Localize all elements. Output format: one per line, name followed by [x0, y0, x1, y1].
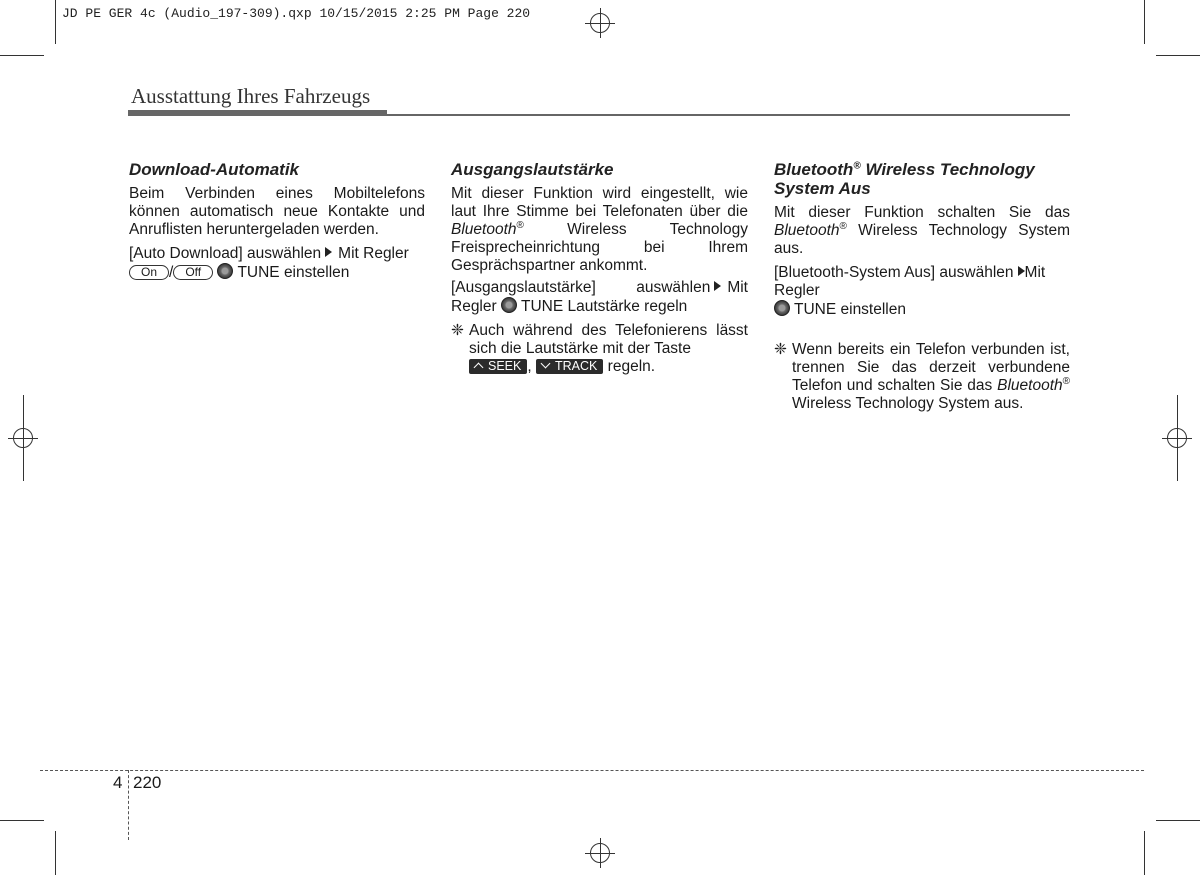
heading-bluetooth-off	[774, 160, 1070, 198]
instruction	[451, 279, 748, 316]
column-output-volume	[451, 160, 748, 376]
arrow-right-icon	[714, 281, 721, 291]
registered-mark: ®	[853, 160, 861, 172]
comma: ,	[527, 358, 532, 375]
paragraph	[451, 185, 748, 275]
arrow-right-icon	[1018, 266, 1025, 276]
note-symbol-icon: ❈	[451, 322, 464, 339]
track-label: TRACK	[554, 359, 598, 373]
registered-mark: ®	[839, 220, 847, 232]
crop-mark	[0, 55, 44, 56]
crop-mark	[0, 820, 44, 821]
bluetooth-text: Bluetooth	[997, 377, 1063, 394]
instruction	[129, 245, 425, 282]
on-button: On	[129, 265, 169, 280]
registered-mark: ®	[516, 219, 524, 231]
chevron-up-icon	[474, 363, 484, 373]
crop-mark	[23, 395, 24, 481]
footer-divider	[128, 770, 129, 840]
note	[451, 322, 748, 376]
instruction-text: TUNE einstellen	[237, 264, 350, 281]
crop-mark	[1177, 395, 1178, 481]
paragraph: Beim Verbinden eines Mobiltelefons können automatisch neue Kontakte und Anruflisten heruntergeladen werden.	[129, 185, 425, 238]
crop-mark	[1156, 55, 1200, 56]
crop-mark	[1144, 831, 1145, 875]
crop-mark	[55, 831, 56, 875]
crop-mark	[1144, 0, 1145, 44]
heading-text: Wireless Technology System Aus	[774, 160, 1035, 198]
header-rule-thick	[128, 110, 387, 116]
crop-mark	[1156, 820, 1200, 821]
header-rule	[387, 114, 1070, 116]
heading-download-auto: Download-Automatik	[129, 160, 299, 179]
tune-knob-icon	[217, 263, 233, 279]
off-button: Off	[173, 265, 213, 280]
heading-text: Bluetooth	[774, 160, 854, 179]
note-symbol-icon: ❈	[774, 341, 787, 358]
arrow-right-icon	[325, 247, 332, 257]
registered-mark: ®	[1062, 375, 1070, 387]
paragraph-text: Mit dieser Funktion schalten Sie das	[774, 204, 1070, 221]
note-text: Wireless Technology System aus.	[792, 395, 1024, 412]
paragraph-text: Wireless Technology System aus.	[774, 222, 1070, 257]
page-number: 220	[133, 773, 162, 792]
note-text: Auch während des Telefonierens lässt sich die Lautstärke mit der Taste	[469, 322, 748, 357]
tune-knob-icon	[501, 297, 517, 313]
instruction-text: Mit Regler	[338, 245, 409, 262]
paragraph	[774, 204, 1070, 258]
crop-mark	[55, 0, 56, 44]
seek-button	[469, 359, 527, 374]
chevron-down-icon	[541, 359, 551, 369]
registration-mark	[585, 838, 615, 868]
registration-mark	[585, 8, 615, 38]
instruction-text: TUNE einstellen	[794, 301, 906, 318]
chapter-number: 4	[113, 773, 123, 792]
instruction-text: [Auto Download] auswählen	[129, 245, 322, 262]
bluetooth-text: Bluetooth	[451, 221, 517, 238]
note-text: Wenn bereits ein Telefon verbunden ist, trennen Sie das derzeit verbundene Telefon und schalten Sie das	[792, 341, 1070, 394]
instruction	[774, 264, 1070, 319]
instruction-text: Mit Regler	[451, 279, 748, 315]
seek-label: SEEK	[488, 359, 522, 373]
note	[774, 341, 1070, 413]
footer-rule	[40, 770, 1144, 771]
track-button	[536, 359, 603, 374]
column-download-auto	[129, 160, 425, 286]
column-bluetooth-off	[774, 160, 1070, 413]
instruction-text: [Ausgangslautstärke] auswählen	[451, 279, 711, 296]
print-slug: JD PE GER 4c (Audio_197-309).qxp 10/15/2015 2:25 PM Page 220	[62, 6, 531, 21]
paragraph-text: Mit dieser Funktion wird eingestellt, wie laut Ihre Stimme bei Telefonaten über die	[451, 185, 748, 220]
note-text: regeln.	[607, 358, 656, 375]
heading-output-volume: Ausgangslautstärke	[451, 160, 614, 179]
slash: /	[169, 264, 174, 281]
paragraph-text: Wireless Technology Freisprecheinrichtung bei Ihrem Gesprächspartner ankommt.	[451, 221, 748, 274]
bluetooth-text: Bluetooth	[774, 222, 840, 239]
tune-knob-icon	[774, 300, 790, 316]
instruction-text: TUNE Lautstärke regeln	[520, 298, 688, 315]
instruction-text: [Bluetooth-System Aus] auswählen	[774, 264, 1014, 281]
instruction-text: Mit Regler	[774, 264, 1046, 299]
section-title: Ausstattung Ihres Fahrzeugs	[131, 84, 371, 108]
